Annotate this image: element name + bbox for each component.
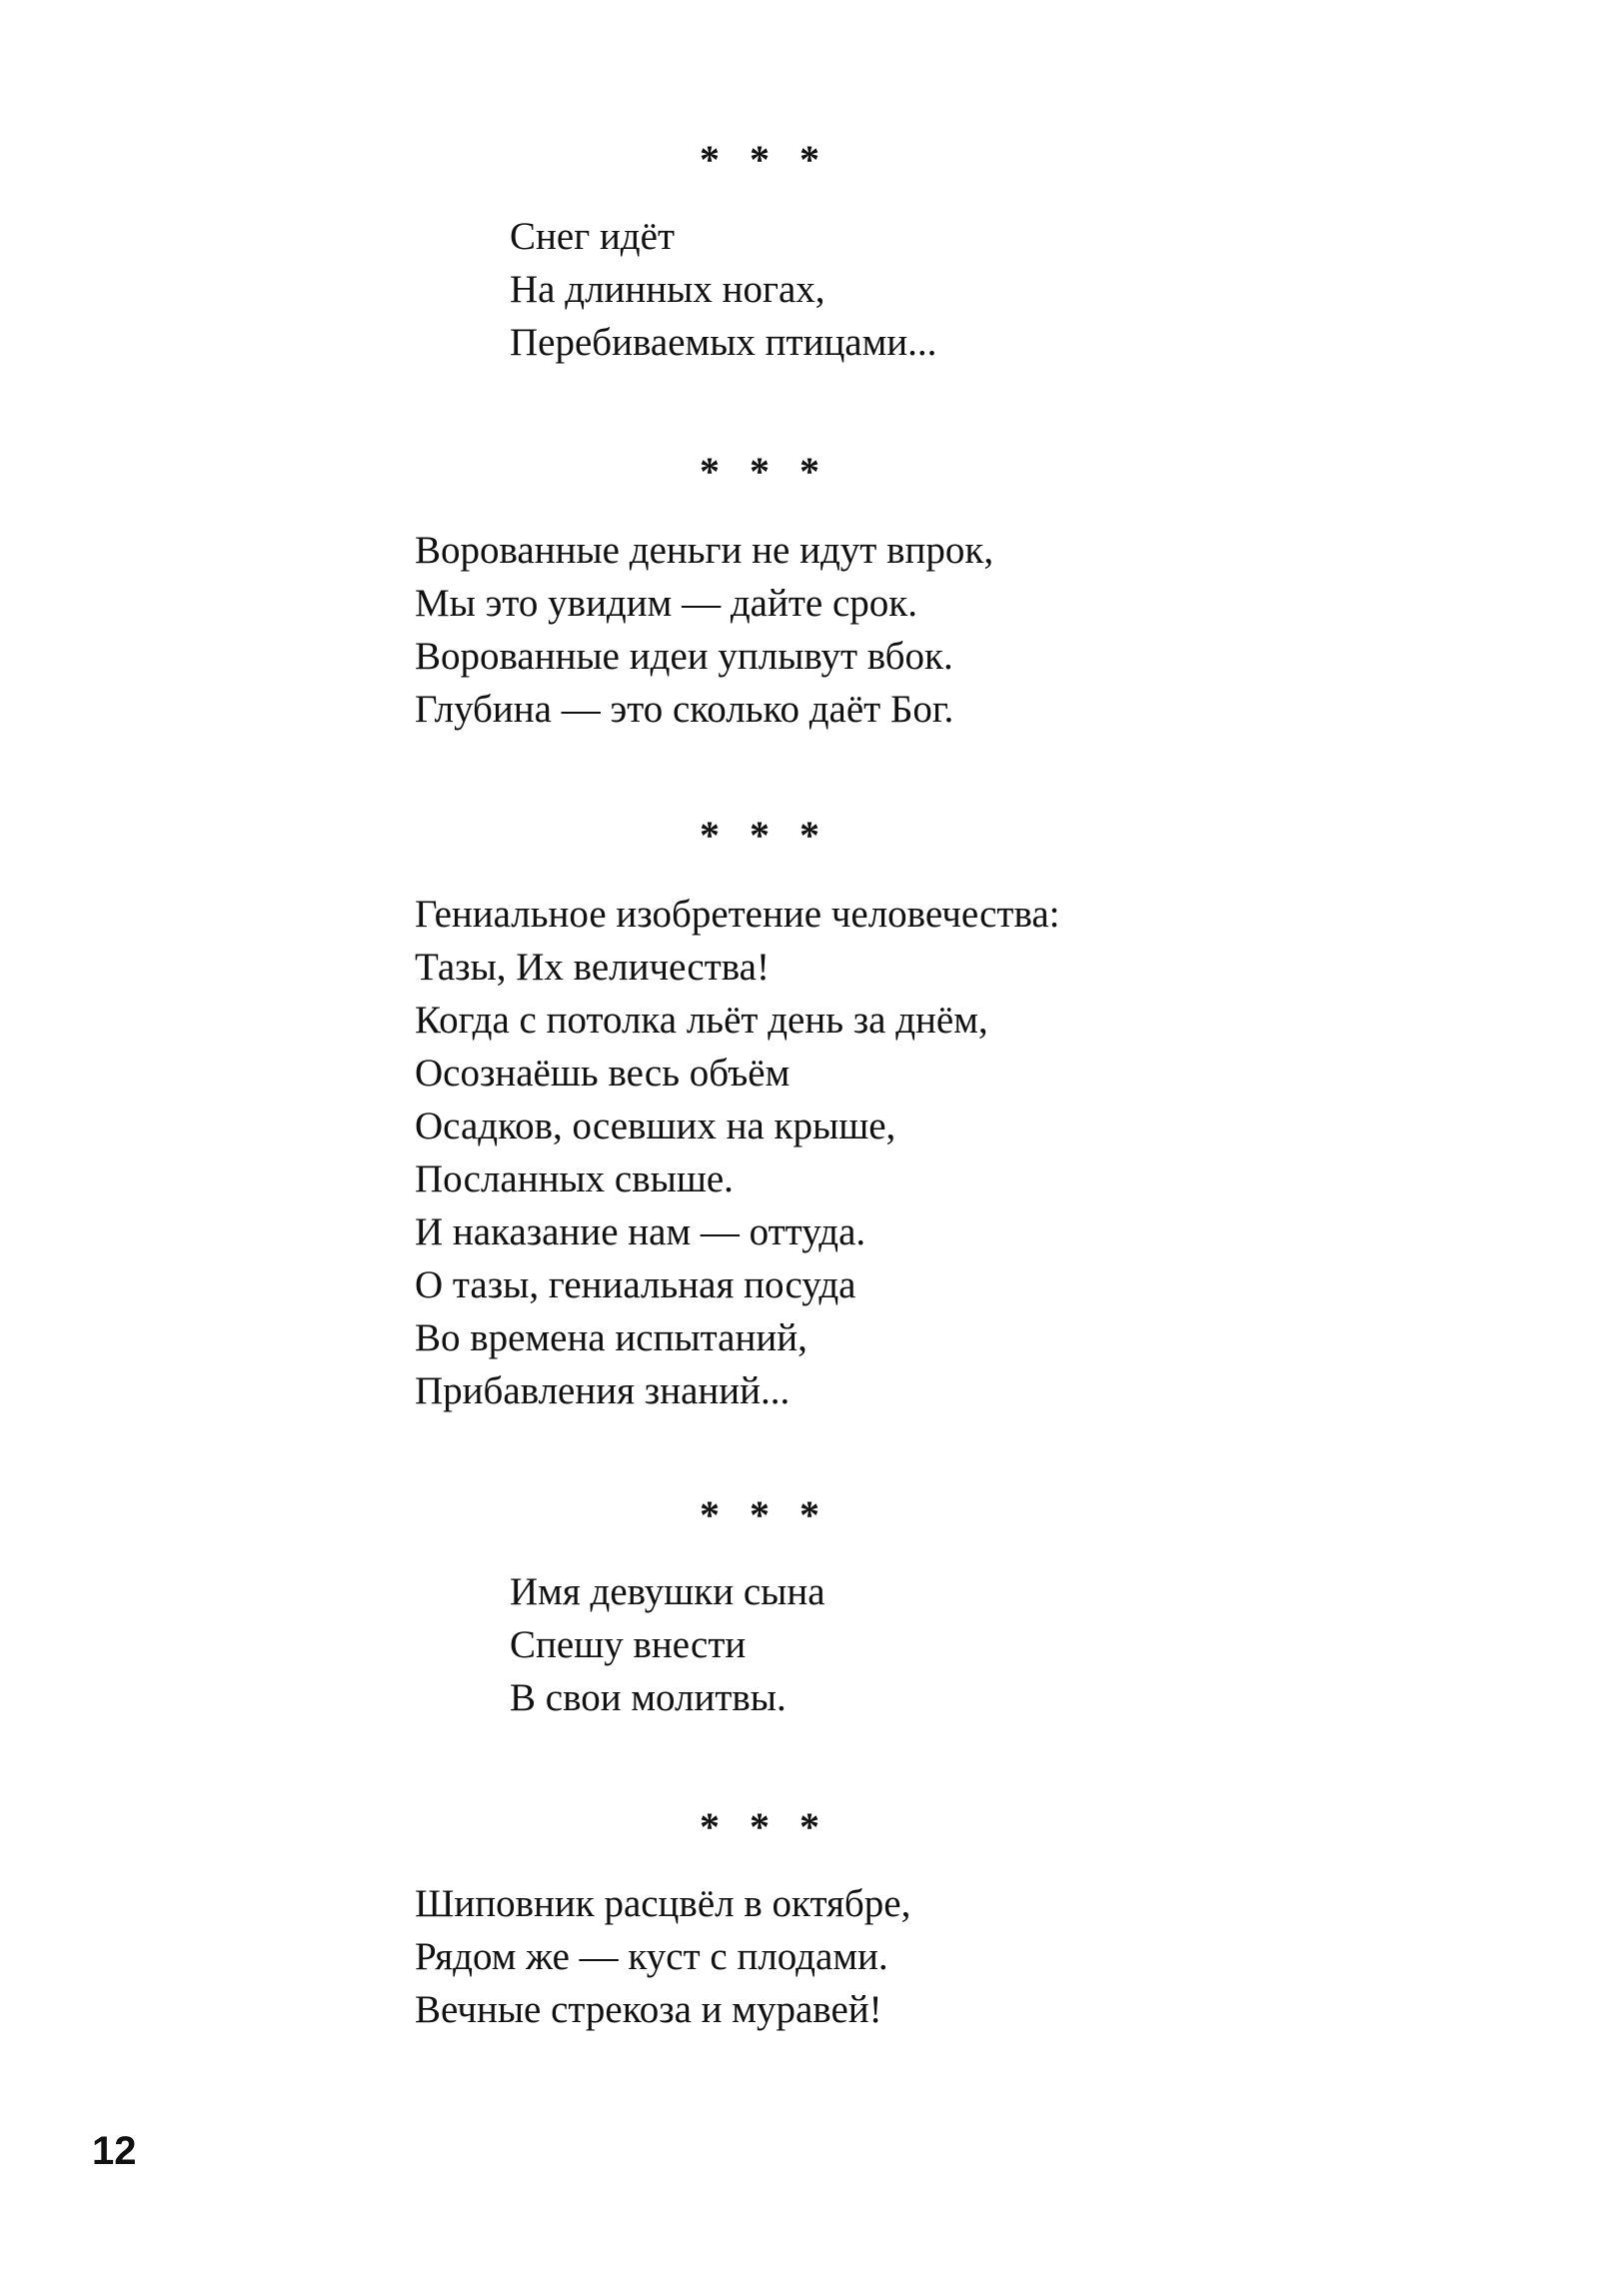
poem-line: В свои молитвы. <box>510 1676 787 1719</box>
poem-line: Вечные стрекоза и муравей! <box>415 1988 882 2031</box>
poem-line: Осознаёшь весь объём <box>415 1052 791 1095</box>
poem-line: Посланных свыше. <box>415 1157 734 1200</box>
poem-line: Рядом же — куст с плодами. <box>415 1935 888 1978</box>
poem-4 <box>510 1565 825 1724</box>
poem-line: Тазы, Их величества! <box>415 946 770 989</box>
poem-line: Снег идёт <box>510 215 676 258</box>
poem-3 <box>415 888 1060 1417</box>
poem-line: О тазы, гениальная посуда <box>415 1263 856 1306</box>
poem-line: Перебиваемых птицами... <box>510 321 937 364</box>
section-separator: * * * <box>700 1804 829 1849</box>
poem-line: Ворованные деньги не идут впрок, <box>415 529 994 572</box>
poem-line: Глубина — это сколько даёт Бог. <box>415 688 954 731</box>
poem-line: Прибавления знаний... <box>415 1369 791 1412</box>
page-number: 12 <box>92 2129 137 2173</box>
poem-line: Шиповник расцвёл в октябре, <box>415 1882 911 1925</box>
poem-line: Спешу внести <box>510 1623 747 1666</box>
poem-line: Осадков, осевших на крыше, <box>415 1105 896 1147</box>
section-separator: * * * <box>700 137 829 182</box>
poem-line: Когда с потолка льёт день за днём, <box>415 999 988 1042</box>
poem-line: Гениальное изобретение человечества: <box>415 893 1060 936</box>
section-separator: * * * <box>700 1492 829 1537</box>
section-separator: * * * <box>700 449 829 494</box>
poem-line: И наказание нам — оттуда. <box>415 1210 866 1253</box>
poem-1 <box>510 210 936 369</box>
poem-line: Ворованные идеи уплывут вбок. <box>415 635 953 678</box>
poem-line: Имя девушки сына <box>510 1570 825 1613</box>
poem-line: Во времена испытаний, <box>415 1316 808 1359</box>
poem-2 <box>415 524 993 736</box>
poem-line: Мы это увидим — дайте срок. <box>415 582 917 625</box>
section-separator: * * * <box>700 813 829 858</box>
poem-5 <box>415 1877 910 2036</box>
poem-line: На длинных ногах, <box>510 268 825 311</box>
